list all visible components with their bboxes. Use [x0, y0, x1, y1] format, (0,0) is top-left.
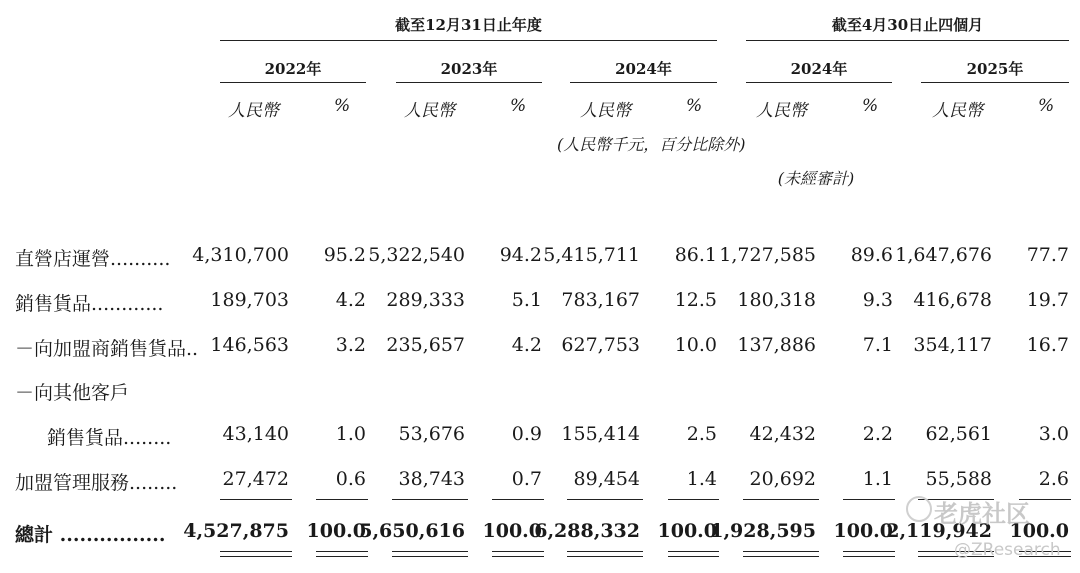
cell-percent-2023: 0.9 [511, 423, 542, 445]
currency-label-2025-4m: 人民幣 [932, 101, 983, 121]
unaudited-note: (未經審計) [777, 169, 855, 188]
cell-percent-2025-4m: 2.6 [1038, 468, 1069, 490]
row-label-total: 總計 ................ [15, 524, 166, 546]
currency-label-2022: 人民幣 [228, 101, 279, 121]
subtotal-rule-2024-4m-amount [743, 499, 819, 500]
cell-amount-2024-4m: 20,692 [749, 468, 816, 490]
year-rule-2024-4m [746, 82, 892, 83]
cell-percent-2023: 4.2 [511, 334, 542, 356]
year-header-2024-4m: 2024年 [790, 60, 848, 78]
cell-amount-2024: 627,753 [561, 334, 640, 356]
cell-amount-2024: 5,415,711 [543, 244, 640, 266]
watermark-title: 老虎社区 [934, 500, 1030, 528]
cell-amount-2025-4m: 416,678 [913, 289, 992, 311]
cell-percent-2022: 3.2 [335, 334, 366, 356]
year-rule-2024 [570, 82, 717, 83]
total-percent-2024: 100.0 [657, 520, 717, 542]
cell-amount-2025-4m: 62,561 [925, 423, 992, 445]
subtotal-rule-2024-amount [567, 499, 643, 500]
year-header-2024: 2024年 [615, 60, 672, 78]
cell-amount-2024: 783,167 [561, 289, 640, 311]
cell-amount-2024-4m: 1,727,585 [719, 244, 816, 266]
total-percent-2025-4m: 100.0 [1009, 520, 1069, 542]
currency-label-2023: 人民幣 [404, 101, 455, 121]
watermark-logo-icon [906, 496, 932, 522]
cell-percent-2023: 0.7 [511, 468, 542, 490]
header-fiscal-years-rule [220, 40, 717, 41]
subtotal-rule-2022-percent [316, 499, 368, 500]
cell-percent-2024: 12.5 [674, 289, 717, 311]
cell-percent-2022: 0.6 [335, 468, 366, 490]
cell-amount-2025-4m: 55,588 [925, 468, 992, 490]
row-label-franchise-services: 加盟管理服務........ [15, 472, 178, 494]
total-amount-2024-4m: 1,928,595 [710, 520, 816, 542]
watermark-handle: @ZResearch [954, 540, 1061, 560]
year-rule-2022 [220, 82, 366, 83]
total-percent-2022: 100.0 [306, 520, 366, 542]
cell-amount-2023: 38,743 [398, 468, 465, 490]
cell-percent-2024: 1.4 [686, 468, 717, 490]
cell-amount-2022: 43,140 [222, 423, 289, 445]
cell-percent-2023: 5.1 [511, 289, 542, 311]
cell-amount-2024-4m: 180,318 [737, 289, 816, 311]
cell-percent-2022: 1.0 [335, 423, 366, 445]
cell-percent-2024-4m: 9.3 [862, 289, 893, 311]
cell-percent-2024: 86.1 [674, 244, 717, 266]
year-header-2025-4m: 2025年 [966, 60, 1024, 78]
year-rule-2025-4m [921, 82, 1069, 83]
percent-label-2024-4m: % [862, 96, 879, 116]
cell-amount-2023: 235,657 [386, 334, 465, 356]
total-percent-2023: 100.0 [482, 520, 542, 542]
total-amount-2024: 6,288,332 [534, 520, 640, 542]
subtotal-rule-2024-4m-percent [843, 499, 895, 500]
percent-label-2024: % [686, 96, 703, 116]
row-label-goods-sales: 銷售貨品............ [15, 293, 164, 315]
currency-label-2024: 人民幣 [580, 101, 631, 121]
row-label-to-other-customers: －向其他客戶 [15, 382, 130, 404]
cell-percent-2022: 95.2 [323, 244, 366, 266]
unit-note: (人民幣千元，百分比除外) [557, 135, 746, 154]
header-four-months: 截至4月30日止四個月 [831, 16, 984, 34]
currency-label-2024-4m: 人民幣 [756, 101, 807, 121]
cell-amount-2024-4m: 42,432 [749, 423, 816, 445]
cell-percent-2025-4m: 77.7 [1026, 244, 1069, 266]
row-label-direct-store: 直營店運營.......... [15, 248, 171, 270]
percent-label-2022: % [334, 96, 351, 116]
cell-amount-2024: 155,414 [561, 423, 640, 445]
cell-percent-2024: 10.0 [674, 334, 717, 356]
cell-percent-2025-4m: 16.7 [1026, 334, 1069, 356]
subtotal-rule-2023-amount [392, 499, 468, 500]
cell-amount-2025-4m: 354,117 [913, 334, 992, 356]
cell-amount-2023: 5,322,540 [368, 244, 465, 266]
cell-amount-2025-4m: 1,647,676 [895, 244, 992, 266]
subtotal-rule-2024-percent [668, 499, 719, 500]
subtotal-rule-2022-amount [220, 499, 292, 500]
cell-percent-2023: 94.2 [499, 244, 542, 266]
year-rule-2023 [396, 82, 542, 83]
cell-percent-2024-4m: 2.2 [862, 423, 893, 445]
total-percent-2024-4m: 100.0 [833, 520, 893, 542]
cell-percent-2024-4m: 1.1 [862, 468, 893, 490]
header-four-months-rule [746, 40, 1069, 41]
cell-percent-2022: 4.2 [335, 289, 366, 311]
cell-percent-2025-4m: 3.0 [1038, 423, 1069, 445]
cell-amount-2024: 89,454 [573, 468, 640, 490]
total-amount-2022: 4,527,875 [183, 520, 289, 542]
year-header-2022: 2022年 [264, 60, 322, 78]
cell-amount-2023: 289,333 [386, 289, 465, 311]
percent-label-2023: % [510, 96, 527, 116]
row-label-other-goods-sales: 銷售貨品........ [47, 427, 172, 449]
percent-label-2025-4m: % [1038, 96, 1055, 116]
cell-amount-2022: 27,472 [222, 468, 289, 490]
cell-percent-2024: 2.5 [686, 423, 717, 445]
total-amount-2023: 5,650,616 [359, 520, 465, 542]
year-header-2023: 2023年 [440, 60, 498, 78]
cell-amount-2022: 146,563 [210, 334, 289, 356]
subtotal-rule-2023-percent [492, 499, 544, 500]
cell-amount-2023: 53,676 [398, 423, 465, 445]
cell-amount-2022: 189,703 [210, 289, 289, 311]
cell-percent-2025-4m: 19.7 [1026, 289, 1069, 311]
row-label-to-franchisees: －向加盟商銷售貨品.. [15, 338, 199, 360]
header-fiscal-years: 截至12月31日止年度 [395, 16, 542, 34]
cell-amount-2024-4m: 137,886 [737, 334, 816, 356]
cell-percent-2024-4m: 7.1 [862, 334, 893, 356]
cell-percent-2024-4m: 89.6 [850, 244, 893, 266]
total-amount-2025-4m: 2,119,942 [886, 520, 992, 542]
cell-amount-2022: 4,310,700 [192, 244, 289, 266]
